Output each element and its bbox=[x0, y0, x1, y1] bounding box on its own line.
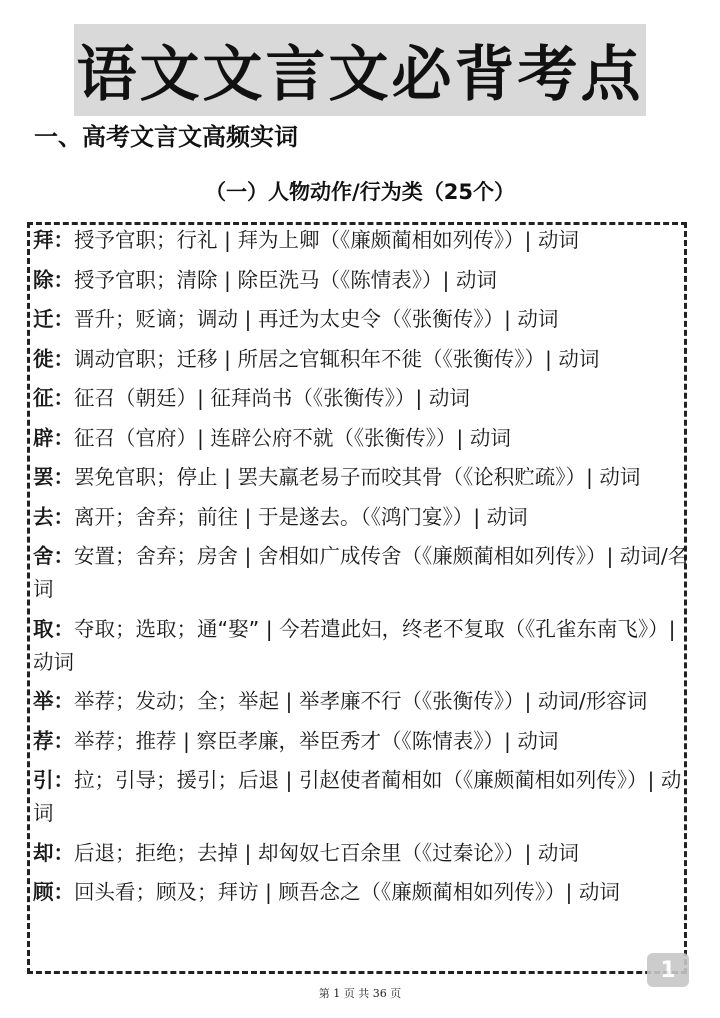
section-heading: 一、高考文言文高频实词 bbox=[34, 123, 298, 151]
vocab-word: 舍： bbox=[33, 544, 74, 568]
vocab-definition: 离开；舍弃；前往 | 于是遂去。（《鸿门宴》）| 动词 bbox=[74, 504, 528, 529]
vocab-definition: 征召（朝廷）| 征拜尚书（《张衡传》）| 动词 bbox=[74, 386, 470, 410]
page-title: 语文文言文必背考点 bbox=[76, 40, 644, 110]
vocab-word: 除： bbox=[33, 267, 74, 292]
vocab-entry bbox=[33, 461, 689, 494]
vocab-word: 辟： bbox=[33, 425, 74, 450]
vocab-entry bbox=[33, 876, 689, 909]
category-heading: （一）人物动作/行为类（25个） bbox=[205, 180, 515, 204]
vocab-word: 取： bbox=[33, 616, 74, 641]
vocab-entry bbox=[33, 685, 689, 718]
vocab-definition: 安置；舍弃；房舍 | 舍相如广成传舍（《廉颇蔺相如列传》）| 动词/名词 bbox=[33, 544, 689, 601]
vocab-word: 征： bbox=[33, 386, 74, 410]
vocab-word: 引： bbox=[33, 768, 74, 792]
vocab-word: 顾： bbox=[33, 880, 74, 904]
vocab-definition: 拉；引导；援引；后退 | 引赵使者蔺相如（《廉颇蔺相如列传》）| 动词 bbox=[33, 768, 682, 825]
vocab-entry bbox=[33, 303, 689, 336]
vocab-entry bbox=[33, 501, 689, 534]
vocab-definition: 举荐；发动；全；举起 | 举孝廉不行（《张衡传》）| 动词/形容词 bbox=[74, 689, 648, 713]
vocab-definition: 晋升；贬谪；调动 | 再迁为太史令（《张衡传》）| 动词 bbox=[74, 307, 559, 331]
vocab-entry bbox=[33, 264, 689, 297]
vocab-entry bbox=[33, 382, 689, 415]
vocab-word: 徙： bbox=[33, 346, 74, 371]
vocab-definition: 授予官职；行礼 | 拜为上卿（《廉颇蔺相如列传》）| 动词 bbox=[74, 228, 579, 252]
vocab-definition: 征召（官府）| 连辟公府不就（《张衡传》）| 动词 bbox=[74, 425, 511, 450]
vocab-definition: 调动官职；迁移 | 所居之官辄积年不徙（《张衡传》）| 动词 bbox=[74, 346, 600, 371]
vocab-word: 举： bbox=[33, 689, 74, 713]
vocab-definition: 夺取；选取；通“娶” | 今若遣此妇，终老不复取（《孔雀东南飞》）| 动词 bbox=[33, 616, 676, 674]
vocab-word: 荐： bbox=[33, 728, 74, 753]
vocabulary-list bbox=[33, 224, 689, 916]
vocab-word: 迁： bbox=[33, 307, 74, 331]
vocab-entry bbox=[33, 540, 689, 606]
vocab-definition: 授予官职；清除 | 除臣洗马（《陈情表》）| 动词 bbox=[74, 267, 497, 292]
vocab-definition: 回头看；顾及；拜访 | 顾吾念之（《廉颇蔺相如列传》）| 动词 bbox=[74, 880, 620, 904]
vocab-entry bbox=[33, 422, 689, 455]
vocab-word: 去： bbox=[33, 504, 74, 529]
vocab-entry bbox=[33, 837, 689, 870]
vocab-word: 拜： bbox=[33, 228, 74, 252]
vocab-definition: 后退；拒绝；去掉 | 却匈奴七百余里（《过秦论》）| 动词 bbox=[74, 840, 579, 865]
vocab-entry bbox=[33, 343, 689, 376]
vocab-definition: 罢免官职；停止 | 罢夫羸老易子而咬其骨（《论积贮疏》）| 动词 bbox=[74, 465, 641, 489]
vocab-word: 却： bbox=[33, 840, 74, 865]
title-banner bbox=[74, 24, 646, 116]
vocab-entry bbox=[33, 725, 689, 758]
page-badge[interactable]: 1 bbox=[647, 953, 689, 987]
vocab-definition: 举荐；推荐 | 察臣孝廉，举臣秀才（《陈情表》）| 动词 bbox=[74, 728, 559, 753]
vocab-entry bbox=[33, 613, 689, 679]
page-number: 第 1 页 共 36 页 bbox=[318, 987, 402, 1000]
vocab-word: 罢： bbox=[33, 465, 74, 489]
vocab-entry bbox=[33, 764, 689, 830]
vocab-entry bbox=[33, 224, 689, 257]
